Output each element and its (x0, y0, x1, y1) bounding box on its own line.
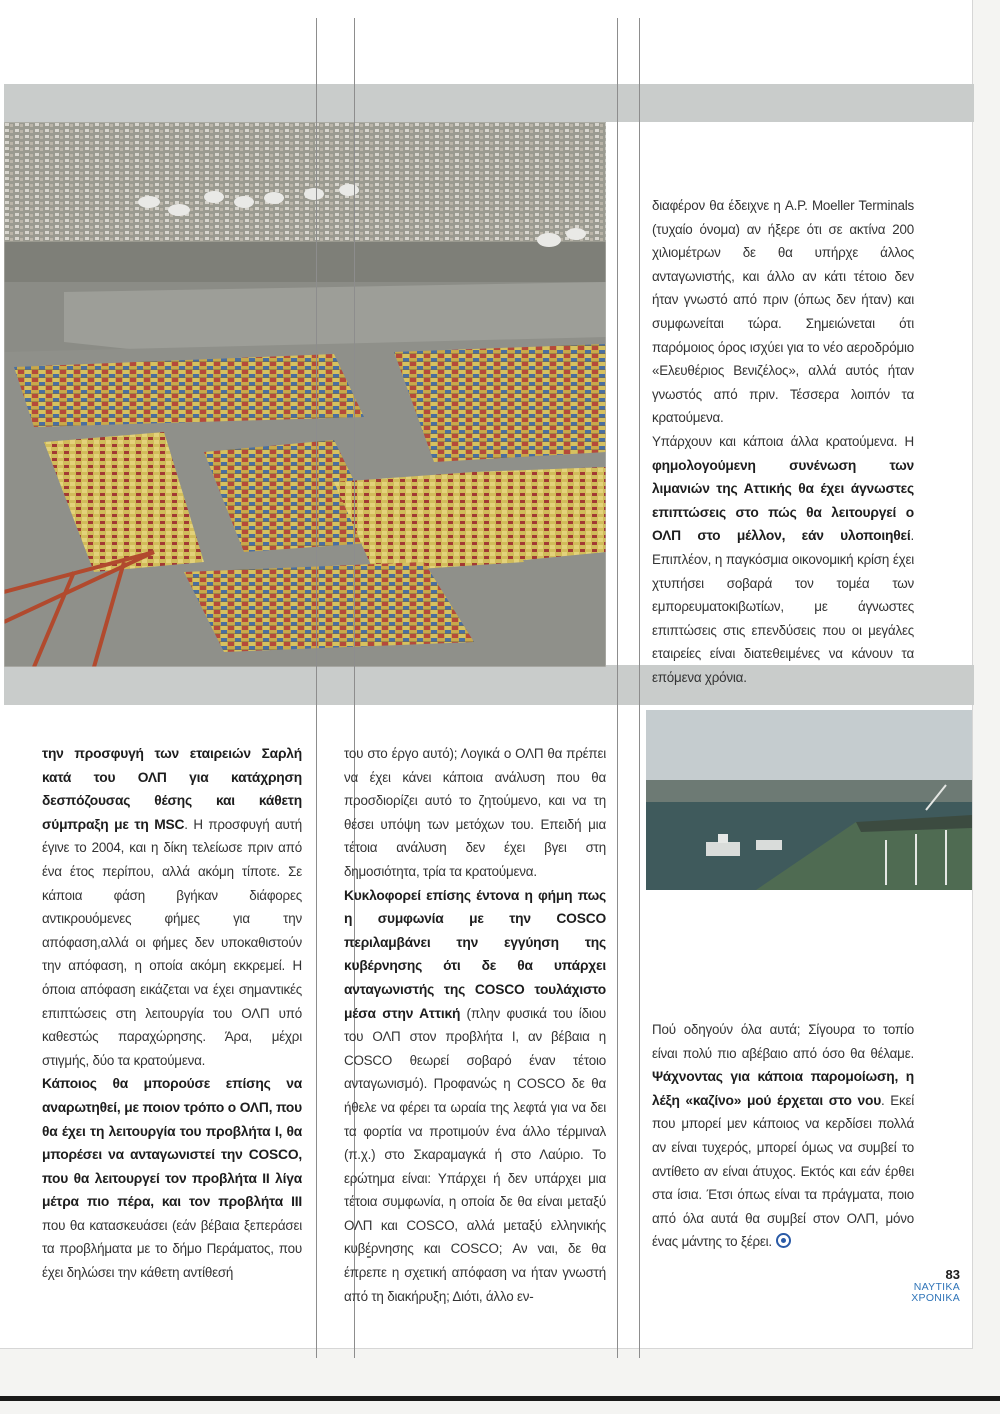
tanker-ship-photo (646, 710, 972, 890)
paragraph: του στο έργο αυτό); Λογικά ο ΟΛΠ θα πρέπει να έχει κάνει κάποια ανάλυση που θα προσδιορίζει αυτό το ζητούμενο, και να τη θέσει υπόψη των μετόχων του. Επειδή μια τέτοια ανάλυση δεν έχει βγει στη δημοσιότητα, τρία τα κρατούμενα. (344, 746, 606, 879)
scan-edge-bar (0, 1396, 1000, 1401)
magazine-name-line1: ΝΑΥΤΙΚΑ (913, 1281, 960, 1293)
top-gray-band (4, 84, 974, 122)
article-column-middle (344, 742, 606, 1308)
article-column-right-bottom (652, 1018, 914, 1254)
article-column-left (42, 742, 302, 1285)
paragraph: Υπάρχουν και κάποια άλλα κρατούμενα. Η φημολογούμενη συνένωση των λιμανιών της Αττικής θα έχει άγνωστες επιπτώσεις στο πώς θα λειτουργεί ο ΟΛΠ στο μέλλον, εάν υλοποιηθεί. Επιπλέον, η παγκόσμια οικονομική κρίση έχει χτυπήσει σοβαρά τον τομέα των εμπορευματοκιβωτίων, με άγνωστες επιπτώσεις στις επενδύσεις που οι μεγάλες εταιρείες είναι διατεθειμένες να κάνουν τα επόμενα χρόνια. (652, 433, 914, 685)
paragraph: Κάποιος θα μπορούσε επίσης να αναρωτηθεί, με ποιον τρόπο ο ΟΛΠ, που θα έχει τη λειτουργία του προβλήτα Ι, θα μπορέσει να ανταγωνιστεί την COSCO, που θα λειτουργεί τον προβλήτα ΙΙ λίγα μέτρα πιο πέρα, και τον προβλήτα ΙΙΙ που θα κατασκευάσει (εάν βέβαια ξεπεράσει τα προβλήματα με το δήμο Περάματος, που έχει δηλώσει την κάθετη αντίθεσή (42, 1076, 302, 1281)
page-folio (911, 1268, 960, 1304)
print-mark (367, 1256, 371, 1258)
end-of-article-icon (776, 1233, 791, 1248)
column-rule (639, 18, 640, 1358)
paragraph: Πού οδηγούν όλα αυτά; Σίγουρα το τοπίο είναι πολύ πιο αβέβαιο από όσο θα θέλαμε. Ψάχνοντας για κάποια παρομοίωση, η λέξη «καζίνο» μού έρχεται στο νου. Εκεί που μπορεί μεν κάποιος να κερδίσει πολλά αν είναι τυχερός, μπορεί όμως να συμβεί το αντίθετο αν είναι άτυχος. Εκτός και εάν έρθει στα ίσια. Έτσι όπως είναι τα πράγματα, ποιο από όλα αυτά θα συμβεί στον ΟΛΠ, μόνο ένας μάντης το ξέρει. (652, 1022, 914, 1250)
column-rule (617, 18, 618, 1358)
page-number: 83 (945, 1267, 960, 1282)
highlighted-text: Κυκλοφορεί επίσης έντονα η φήμη πως η συμφωνία με την COSCO περιλαμβάνει την εγγύηση της κυβέρνησης ότι δε θα υπάρχει ανταγωνιστής της COSCO τουλάχιστο μέσα στην Αττική (344, 887, 606, 1021)
highlighted-text: Κάποιος θα μπορούσε επίσης να αναρωτηθεί, με ποιον τρόπο ο ΟΛΠ, που θα έχει τη λειτουργία του προβλήτα Ι, θα μπορέσει να ανταγωνιστεί την COSCO, που θα λειτουργεί τον προβλήτα ΙΙ λίγα μέτρα πιο πέρα, και τον προβλήτα ΙΙΙ (42, 1076, 302, 1210)
highlighted-text: φημολογούμενη συνένωση των λιμανιών της Αττικής θα έχει άγνωστες επιπτώσεις στο πώς θα λειτουργεί ο ΟΛΠ στο μέλλον, εάν υλοποιηθεί (652, 457, 914, 544)
paragraph: Κυκλοφορεί επίσης έντονα η φήμη πως η συμφωνία με την COSCO περιλαμβάνει την εγγύηση της κυβέρνησης ότι δε θα υπάρχει ανταγωνιστής της COSCO τουλάχιστο μέσα στην Αττική (πλην φυσικά του ίδιου του ΟΛΠ στον προβλήτα Ι, αν βέβαια η COSCO θεωρεί σοβαρό έναν τέτοιο ανταγωνισμό). Προφανώς η COSCO δε θα ήθελε να φέρει τα ωραία της λεφτά για να δει τα φορτία να προτιμούν ένα άλλο τέρμιναλ (π.χ.) στο Σκαραμαγκά ή στο Λαύριο. Το ερώτημα είναι: Υπάρχει ή δεν υπάρχει μια τέτοια συμφωνία, η οποία δε θα είναι μεταξύ ΟΛΠ και COSCO, αλλά μεταξύ ελληνικής κυβέρνησης και COSCO; Αν ναι, δε θα έπρεπε η σχετική απόφαση να ήταν γνωστή από τη διακήρυξη; Διότι, άλλο εν- (344, 887, 606, 1304)
paragraph: την προσφυγή των εταιρειών Σαρλή κατά του ΟΛΠ για κατάχρηση δεσπόζουσας θέσης και κάθετη σύμπραξη με τη MSC. Η προσφυγή αυτή έγινε το 2004, και η δίκη τελείωσε πριν από ένα έτος περίπου, αλλά ακόμη τίποτε. Σε κάποια φάση βγήκαν διάφορες αντικρουόμενες φήμες για την απόφαση,αλλά οι φήμες δεν υποκαθιστούν την απόφαση, η οποία ακόμη εκκρεμεί. Η όποια απόφαση εικάζεται να έχει σημαντικές επιπτώσεις στη λειτουργία του ΟΛΠ υπό καθεστώς παραχώρησης. Άρα, μέχρι στιγμής, δύο τα κρατούμενα. (42, 746, 302, 1068)
column-rule (316, 18, 317, 1358)
paragraph: διαφέρον θα έδειχνε η A.P. Moeller Terminals (τυχαίο όνομα) αν ήξερε ότι σε ακτίνα 200 χιλιομέτρων δε θα υπήρχε άλλος ανταγωνιστής, και άλλο αν κάτι τέτοιο δεν ήταν γνωστό από πριν (όπως δεν ήταν) και συμφωνείται τώρα. Σημειώνεται ότι παρόμοιος όρος ισχύει για το νέο αεροδρόμιο «Ελευθέριος Βενιζέλος», αλλά αυτός ήταν γνωστός από πριν. Τέσσερα λοιπόν τα κρατούμενα. (652, 198, 914, 426)
port-aerial-photo (4, 122, 606, 667)
highlighted-text: την προσφυγή των εταιρειών Σαρλή κατά του ΟΛΠ για κατάχρηση δεσπόζουσας θέσης και κάθετη σύμπραξη με τη MSC (42, 746, 302, 832)
highlighted-text: Ψάχνοντας για κάποια παρομοίωση, η λέξη «καζίνο» μού έρχεται στο νου (652, 1069, 914, 1108)
magazine-name-line2: ΧΡΟΝΙΚΑ (911, 1292, 960, 1304)
article-column-right-top (652, 194, 914, 689)
